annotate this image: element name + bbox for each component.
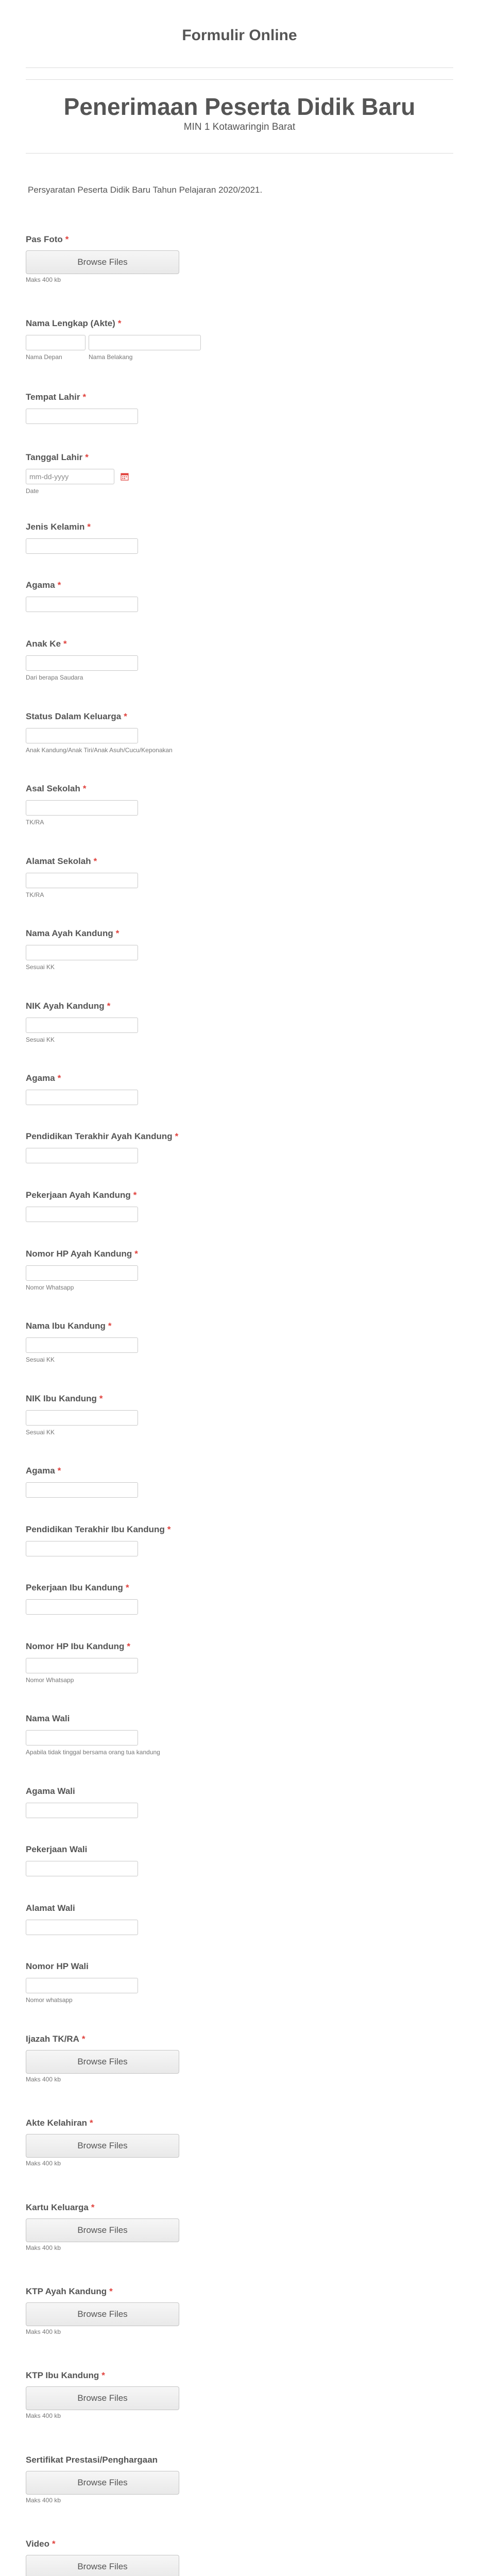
field-sublabel: Maks 400 kb [26, 2160, 61, 2167]
nama-ayah-input[interactable] [26, 945, 138, 960]
required-mark: * [124, 711, 127, 721]
required-mark: * [57, 1073, 61, 1083]
jenis-kelamin-input[interactable] [26, 538, 138, 554]
field-label: Nama Wali [26, 1714, 70, 1723]
form-subtitle: MIN 1 Kotawaringin Barat [183, 122, 296, 132]
required-mark: * [167, 1524, 171, 1534]
field-sublabel: Sesuai KK [26, 1429, 55, 1436]
field-label: Video * [26, 2539, 56, 2549]
pekerjaan-ibu-input[interactable] [26, 1599, 138, 1615]
hp-ayah-input[interactable] [26, 1265, 138, 1281]
form-title: Penerimaan Peserta Didik Baru [63, 93, 416, 120]
field-label: Nomor HP Wali [26, 1961, 89, 1971]
field-sublabel: Nama Depan [26, 353, 62, 361]
nik-ibu-input[interactable] [26, 1410, 138, 1426]
field-label: Nomor HP Ibu Kandung * [26, 1641, 131, 1651]
field-label: Jenis Kelamin * [26, 522, 91, 532]
required-mark: * [82, 392, 87, 402]
field-label: Sertifikat Prestasi/Penghargaan [26, 2455, 158, 2465]
hp-wali-input[interactable] [26, 1978, 138, 1993]
date-input[interactable] [26, 469, 114, 484]
field-sublabel: Nomor whatsapp [26, 1996, 73, 2004]
field-sublabel: Maks 400 kb [26, 2497, 61, 2504]
field-label: KTP Ayah Kandung * [26, 2286, 113, 2296]
field-sublabel: Maks 400 kb [26, 2076, 61, 2083]
required-mark: * [85, 452, 89, 462]
status-keluarga-input[interactable] [26, 728, 138, 743]
field-sublabel: Date [26, 487, 39, 495]
field-label: Alamat Sekolah * [26, 856, 97, 866]
field-label: KTP Ibu Kandung * [26, 2370, 105, 2380]
field-sublabel: Dari berapa Saudara [26, 674, 83, 681]
divider [26, 153, 453, 154]
required-mark: * [99, 1394, 103, 1403]
browse-files-button[interactable]: Browse Files [26, 2386, 179, 2410]
last-name-input[interactable] [89, 335, 201, 350]
field-label: Status Dalam Keluarga * [26, 711, 127, 721]
field-sublabel: Sesuai KK [26, 963, 55, 971]
pendidikan-ayah-input[interactable] [26, 1148, 138, 1163]
field-label: Pekerjaan Ayah Kandung * [26, 1190, 137, 1200]
field-label: Nomor HP Ayah Kandung * [26, 1249, 138, 1259]
field-label: Pas Foto * [26, 234, 69, 244]
agama-input[interactable] [26, 597, 138, 612]
field-label: Nama Ayah Kandung * [26, 928, 119, 938]
field-label: Nama Ibu Kandung * [26, 1321, 112, 1331]
field-sublabel: Maks 400 kb [26, 2328, 61, 2335]
agama-ayah-input[interactable] [26, 1090, 138, 1105]
required-mark: * [81, 2034, 85, 2044]
divider [26, 79, 453, 80]
required-mark: * [134, 1249, 138, 1259]
field-label: Akte Kelahiran * [26, 2118, 93, 2128]
field-label: Tempat Lahir * [26, 392, 87, 402]
pendidikan-ibu-input[interactable] [26, 1541, 138, 1556]
required-mark: * [117, 318, 122, 328]
field-label: Pendidikan Terakhir Ayah Kandung * [26, 1131, 179, 1141]
field-label: Kartu Keluarga * [26, 2202, 95, 2212]
browse-files-button[interactable]: Browse Files [26, 2471, 179, 2495]
field-sublabel: TK/RA [26, 819, 44, 826]
nama-ibu-input[interactable] [26, 1337, 138, 1353]
field-label: Pekerjaan Ibu Kandung * [26, 1583, 129, 1592]
required-mark: * [57, 580, 61, 590]
field-sublabel: Sesuai KK [26, 1356, 55, 1363]
field-label: Agama Wali [26, 1786, 75, 1796]
agama-ibu-input[interactable] [26, 1482, 138, 1498]
field-label: Pendidikan Terakhir Ibu Kandung * [26, 1524, 171, 1534]
field-sublabel: Maks 400 kb [26, 2244, 61, 2251]
nama-wali-input[interactable] [26, 1730, 138, 1745]
field-label: Agama * [26, 580, 61, 590]
pekerjaan-ayah-input[interactable] [26, 1207, 138, 1222]
required-mark: * [87, 522, 91, 532]
required-mark: * [115, 928, 119, 938]
field-sublabel: Nomor Whatsapp [26, 1676, 74, 1684]
required-mark: * [63, 639, 67, 649]
field-sublabel: Maks 400 kb [26, 2412, 61, 2419]
field-sublabel: Nama Belakang [89, 353, 133, 361]
browse-files-button[interactable]: Browse Files [26, 2555, 179, 2576]
intro-text: Persyaratan Peserta Didik Baru Tahun Pelajaran 2020/2021. [28, 185, 263, 195]
anak-ke-input[interactable] [26, 655, 138, 671]
required-mark: * [90, 2118, 93, 2128]
required-mark: * [175, 1131, 179, 1141]
field-sublabel: Anak Kandung/Anak Tiri/Anak Asuh/Cucu/Keponakan [26, 747, 173, 754]
divider [26, 67, 453, 68]
required-mark: * [91, 2202, 95, 2212]
browse-files-button[interactable]: Browse Files [26, 2218, 179, 2242]
required-mark: * [125, 1583, 129, 1592]
field-label: Asal Sekolah * [26, 784, 87, 793]
required-mark: * [108, 1321, 112, 1331]
pekerjaan-wali-input[interactable] [26, 1861, 138, 1876]
required-mark: * [52, 2539, 56, 2549]
first-name-input[interactable] [26, 335, 85, 350]
field-sublabel: Maks 400 kb [26, 276, 61, 283]
agama-wali-input[interactable] [26, 1803, 138, 1818]
browse-files-button[interactable]: Browse Files [26, 2302, 179, 2326]
field-sublabel: TK/RA [26, 891, 44, 899]
nik-ayah-input[interactable] [26, 1018, 138, 1033]
field-label: Alamat Wali [26, 1903, 75, 1913]
alamat-sekolah-input[interactable] [26, 873, 138, 888]
asal-sekolah-input[interactable] [26, 800, 138, 816]
field-label: Ijazah TK/RA * [26, 2034, 85, 2044]
field-label: Tanggal Lahir * [26, 452, 89, 462]
field-label: Pekerjaan Wali [26, 1844, 88, 1854]
brand-title: Formulir Online [182, 27, 297, 44]
alamat-wali-input[interactable] [26, 1920, 138, 1935]
required-mark: * [109, 2286, 113, 2296]
field-label: Anak Ke * [26, 639, 67, 649]
browse-files-button[interactable]: Browse Files [26, 250, 179, 274]
field-label: Nama Lengkap (Akte) * [26, 318, 122, 328]
field-sublabel: Nomor Whatsapp [26, 1284, 74, 1291]
field-label: Agama * [26, 1073, 61, 1083]
required-mark: * [133, 1190, 137, 1200]
required-mark: * [57, 1466, 61, 1476]
browse-files-button[interactable]: Browse Files [26, 2134, 179, 2158]
hp-ibu-input[interactable] [26, 1658, 138, 1673]
required-mark: * [101, 2370, 105, 2380]
field-label: NIK Ayah Kandung * [26, 1001, 111, 1011]
tempat-lahir-input[interactable] [26, 409, 138, 424]
field-sublabel: Sesuai KK [26, 1036, 55, 1043]
required-mark: * [82, 784, 87, 793]
field-label: NIK Ibu Kandung * [26, 1394, 103, 1403]
required-mark: * [107, 1001, 111, 1011]
required-mark: * [65, 234, 69, 244]
calendar-icon[interactable] [121, 472, 129, 481]
required-mark: * [127, 1641, 131, 1651]
field-label: Agama * [26, 1466, 61, 1476]
field-sublabel: Apabila tidak tinggal bersama orang tua kandung [26, 1749, 160, 1756]
browse-files-button[interactable]: Browse Files [26, 2050, 179, 2074]
required-mark: * [93, 856, 97, 866]
